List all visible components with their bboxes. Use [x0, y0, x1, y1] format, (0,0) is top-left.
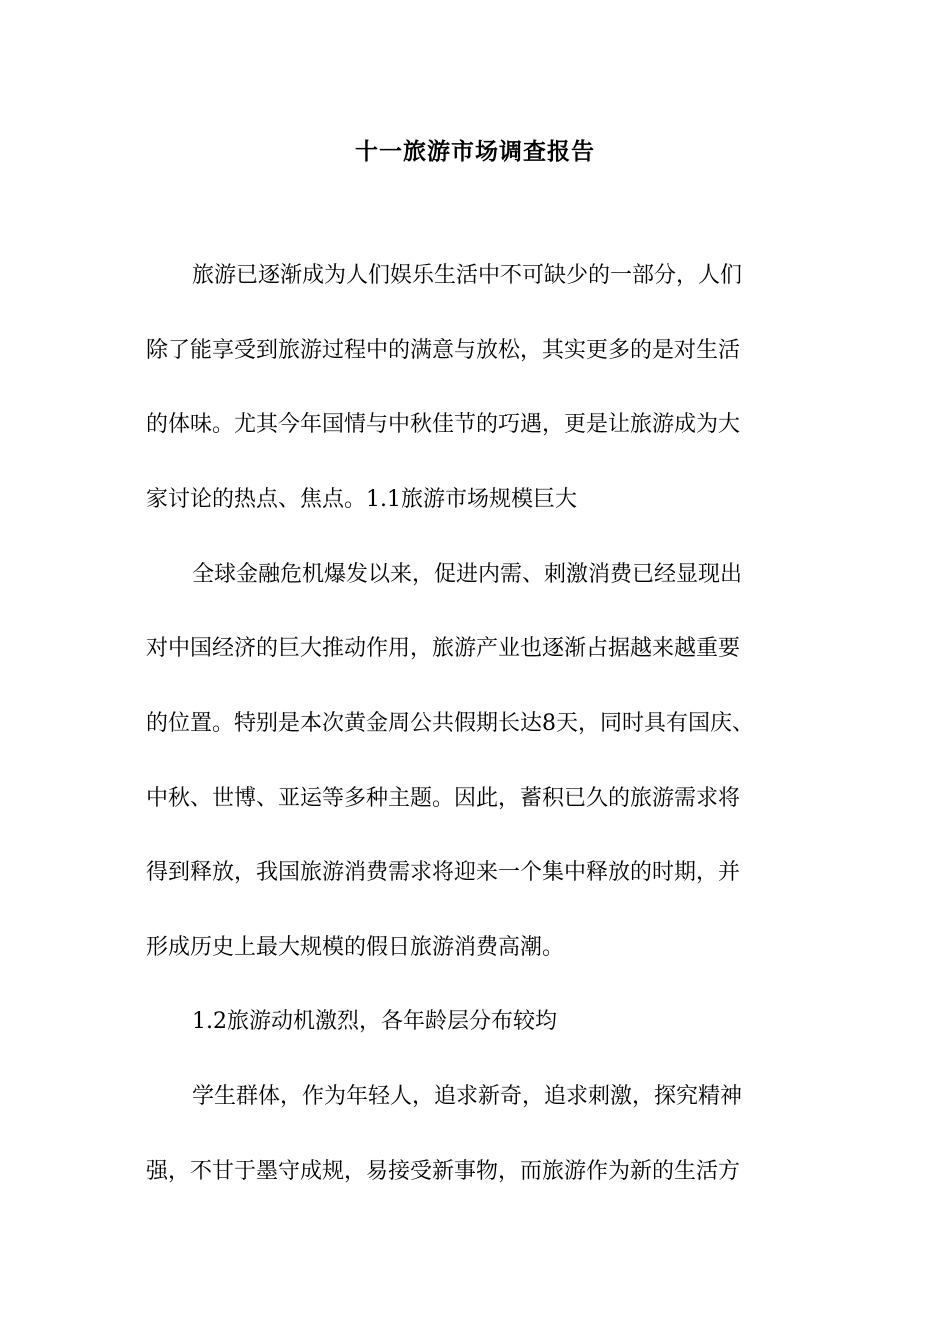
paragraph-line: 形成历史上最大规模的假日旅游消费高潮。 [146, 935, 565, 960]
section-heading: 1.2旅游动机激烈，各年龄层分布较均 [192, 1009, 557, 1034]
paragraph-line: 中秋、世博、亚运等多种主题。因此，蓄积已久的旅游需求将 [146, 786, 741, 811]
paragraph-line: 的位置。特别是本次黄金周公共假期长达8天，同时具有国庆、 [146, 711, 754, 736]
paragraph-line: 得到释放，我国旅游消费需求将迎来一个集中释放的时期，并 [146, 860, 741, 885]
paragraph-line: 强，不甘于墨守成规，易接受新事物，而旅游作为新的生活方 [146, 1159, 741, 1184]
paragraph-line: 旅游已逐渐成为人们娱乐生活中不可缺少的一部分，人们 [192, 263, 743, 288]
paragraph-line: 除了能享受到旅游过程中的满意与放松，其实更多的是对生活 [146, 338, 741, 363]
document-title: 十一旅游市场调查报告 [355, 138, 595, 165]
paragraph-line: 学生群体，作为年轻人，追求新奇，追求刺激，探究精神 [192, 1084, 743, 1109]
paragraph-line: 的体味。尤其今年国情与中秋佳节的巧遇，更是让旅游成为大 [146, 412, 741, 437]
paragraph-line: 家讨论的热点、焦点。1.1旅游市场规模巨大 [146, 487, 577, 512]
paragraph-line: 对中国经济的巨大推动作用，旅游产业也逐渐占据越来越重要 [146, 636, 741, 661]
paragraph-line: 全球金融危机爆发以来，促进内需、刺激消费已经显现出 [192, 562, 743, 587]
